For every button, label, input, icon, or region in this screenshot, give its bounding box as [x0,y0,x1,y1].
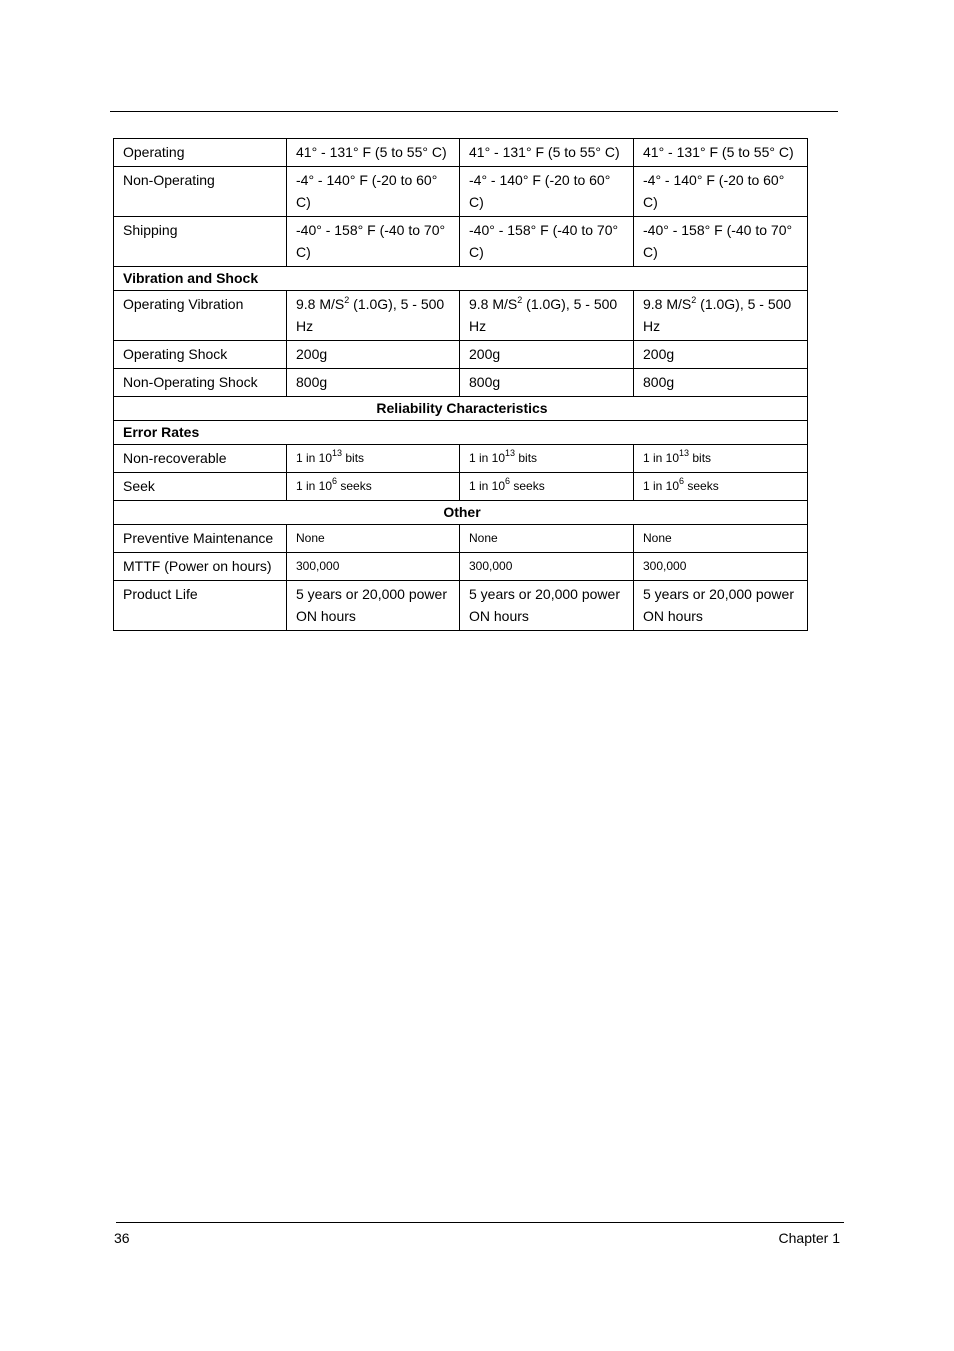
superscript: 13 [505,448,516,458]
row-label: MTTF (Power on hours) [114,553,287,581]
page-number: 36 [114,1230,130,1246]
section-row [114,397,808,421]
table-cell: 200g [634,341,808,369]
row-label: Preventive Maintenance [114,525,287,553]
section-row [114,421,808,445]
cell-text: seeks [510,479,545,493]
table-cell [287,445,460,473]
table-cell: 5 years or 20,000 power ON hours [634,581,808,631]
cell-text: (1.0G), 5 - 500 Hz [643,296,792,334]
cell-text: seeks [337,479,372,493]
row-label: Non-Operating [114,167,287,217]
row-label: Non-Operating Shock [114,369,287,397]
superscript: 13 [679,448,690,458]
row-label: Seek [114,473,287,501]
cell-text: bits [342,451,365,465]
table-cell [634,473,808,501]
superscript: 6 [679,476,685,486]
cell-text: 1 in 10 [643,479,680,493]
table-cell: None [287,525,460,553]
cell-text: 1 in 10 [296,451,333,465]
table-cell: None [634,525,808,553]
table-row [114,139,808,167]
superscript: 6 [505,476,511,486]
table-row [114,553,808,581]
cell-text: bits [689,451,712,465]
row-label: Shipping [114,217,287,267]
section-heading-vibration: Vibration and Shock [114,267,808,291]
section-row [114,501,808,525]
section-heading-other: Other [114,501,808,525]
cell-text: seeks [684,479,719,493]
table-cell: 300,000 [460,553,634,581]
table-cell [634,445,808,473]
table-cell: 300,000 [287,553,460,581]
table-cell: 41° - 131° F (5 to 55° C) [634,139,808,167]
table-row [114,341,808,369]
cell-text: 9.8 M/S [643,296,692,312]
footer-rule [116,1222,844,1223]
table-cell [460,445,634,473]
table-cell: 200g [287,341,460,369]
table-row [114,445,808,473]
table-cell: -40° - 158° F (-40 to 70° C) [287,217,460,267]
cell-text: (1.0G), 5 - 500 Hz [469,296,618,334]
cell-text: 1 in 10 [296,479,333,493]
table-row [114,369,808,397]
drive-spec-table [113,138,808,631]
header-rule [110,111,838,112]
superscript: 2 [344,295,350,305]
superscript: 2 [517,295,523,305]
table-cell: -40° - 158° F (-40 to 70° C) [460,217,634,267]
table-cell [460,291,634,341]
cell-text: (1.0G), 5 - 500 Hz [296,296,445,334]
row-label: Operating Shock [114,341,287,369]
table-row [114,167,808,217]
row-label: Product Life [114,581,287,631]
table-row [114,217,808,267]
table-cell: 300,000 [634,553,808,581]
table-cell: 800g [287,369,460,397]
table-cell [287,473,460,501]
table-cell: 800g [634,369,808,397]
table-cell: 5 years or 20,000 power ON hours [460,581,634,631]
superscript: 13 [332,448,343,458]
cell-text: 1 in 10 [469,451,506,465]
table-cell: -4° - 140° F (-20 to 60° C) [460,167,634,217]
row-label: Non-recoverable [114,445,287,473]
cell-text: bits [515,451,538,465]
cell-text: 9.8 M/S [469,296,518,312]
table-cell: -4° - 140° F (-20 to 60° C) [634,167,808,217]
table-row [114,291,808,341]
cell-text: 1 in 10 [643,451,680,465]
chapter-label: Chapter 1 [778,1230,840,1246]
row-label: Operating [114,139,287,167]
table-cell [634,291,808,341]
table-cell: 800g [460,369,634,397]
table-row [114,473,808,501]
table-cell [287,291,460,341]
superscript: 6 [332,476,338,486]
table-row [114,581,808,631]
superscript: 2 [691,295,697,305]
table-cell: 41° - 131° F (5 to 55° C) [460,139,634,167]
cell-text: 9.8 M/S [296,296,345,312]
table-cell [460,473,634,501]
section-heading-error-rates: Error Rates [114,421,808,445]
cell-text: 1 in 10 [469,479,506,493]
table-cell: 41° - 131° F (5 to 55° C) [287,139,460,167]
table-cell: -4° - 140° F (-20 to 60° C) [287,167,460,217]
table-row [114,525,808,553]
table-cell: 5 years or 20,000 power ON hours [287,581,460,631]
section-row [114,267,808,291]
table-cell: 200g [460,341,634,369]
section-heading-reliability: Reliability Characteristics [114,397,808,421]
table-cell: -40° - 158° F (-40 to 70° C) [634,217,808,267]
row-label: Operating Vibration [114,291,287,341]
table-cell: None [460,525,634,553]
